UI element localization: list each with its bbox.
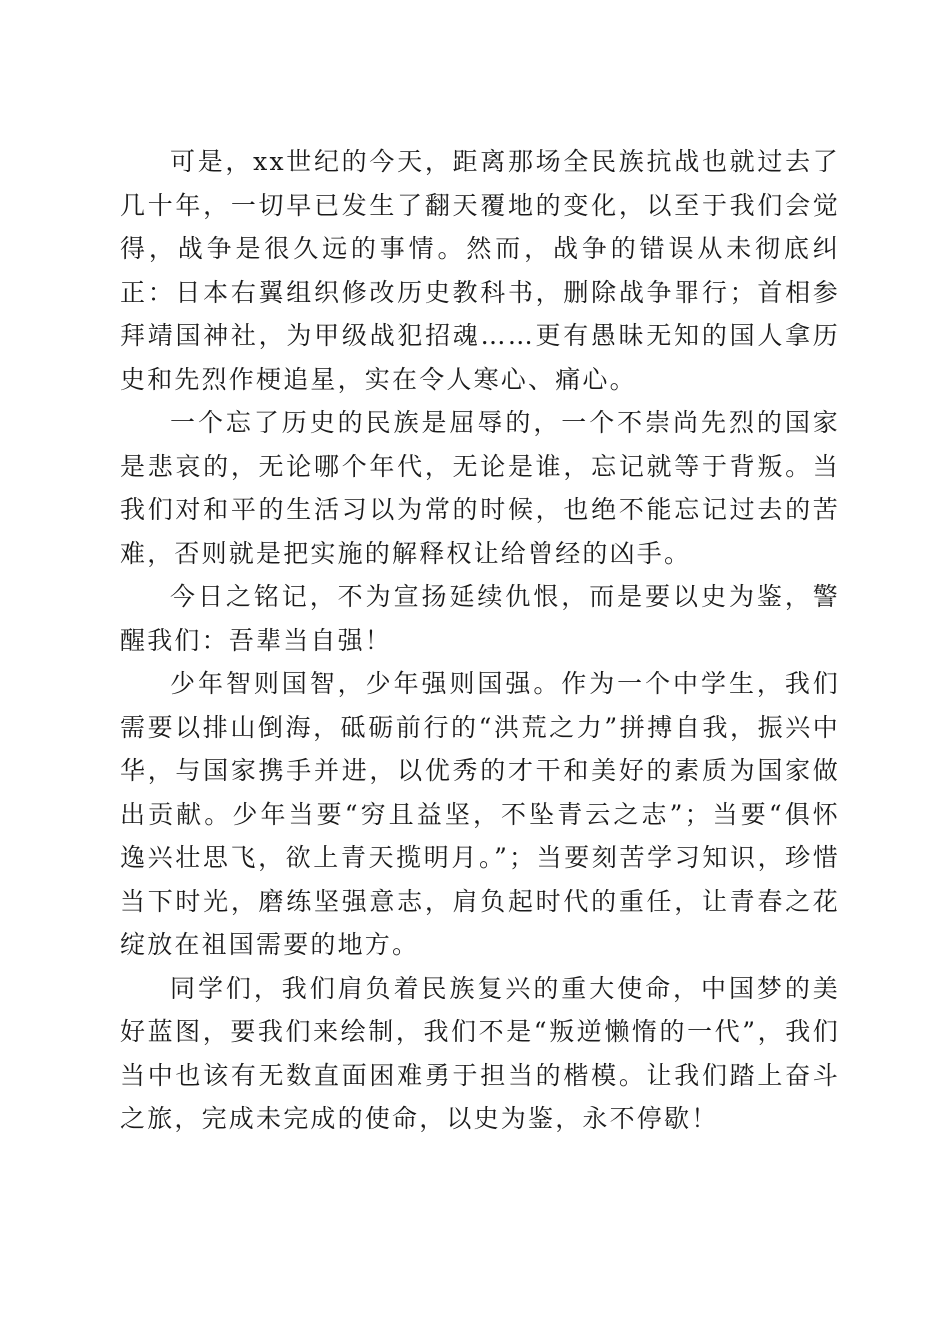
paragraph-2: 一个忘了历史的民族是屈辱的，一个不崇尚先烈的国家是悲哀的，无论哪个年代，无论是谁，忘记就等于背叛。当我们对和平的生活习以为常的时候，也绝不能忘记过去的苦难，否则就是把实施的解释权让给曾经的凶手。: [120, 408, 840, 568]
paragraph-1: 可是，xx世纪的今天，距离那场全民族抗战也就过去了几十年，一切早已发生了翻天覆地的变化，以至于我们会觉得，战争是很久远的事情。然而，战争的错误从未彻底纠正：日本右翼组织修改历史教科书，删除战争罪行；首相参拜靖国神社，为甲级战犯招魂……更有愚昧无知的国人拿历史和先烈作梗追星，实在令人寒心、痛心。: [120, 147, 840, 394]
paragraph-4: 少年智则国智，少年强则国强。作为一个中学生，我们需要以排山倒海，砥砺前行的“洪荒之力”拼搏自我，振兴中华，与国家携手并进，以优秀的才干和美好的素质为国家做出贡献。少年当要“穷且益坚，不坠青云之志”；当要“俱怀逸兴壮思飞，欲上青天揽明月。”；当要刻苦学习知识，珍惜当下时光，磨练坚强意志，肩负起时代的重任，让青春之花绽放在祖国需要的地方。: [120, 669, 840, 959]
paragraph-5: 同学们，我们肩负着民族复兴的重大使命，中国梦的美好蓝图，要我们来绘制，我们不是“叛逆懒惰的一代”，我们当中也该有无数直面困难勇于担当的楷模。让我们踏上奋斗之旅，完成未完成的使命，以史为鉴，永不停歇！: [120, 973, 840, 1133]
document-body: [120, 140, 840, 1141]
paragraph-3: 今日之铭记，不为宣扬延续仇恨，而是要以史为鉴，警醒我们：吾辈当自强！: [120, 582, 840, 655]
